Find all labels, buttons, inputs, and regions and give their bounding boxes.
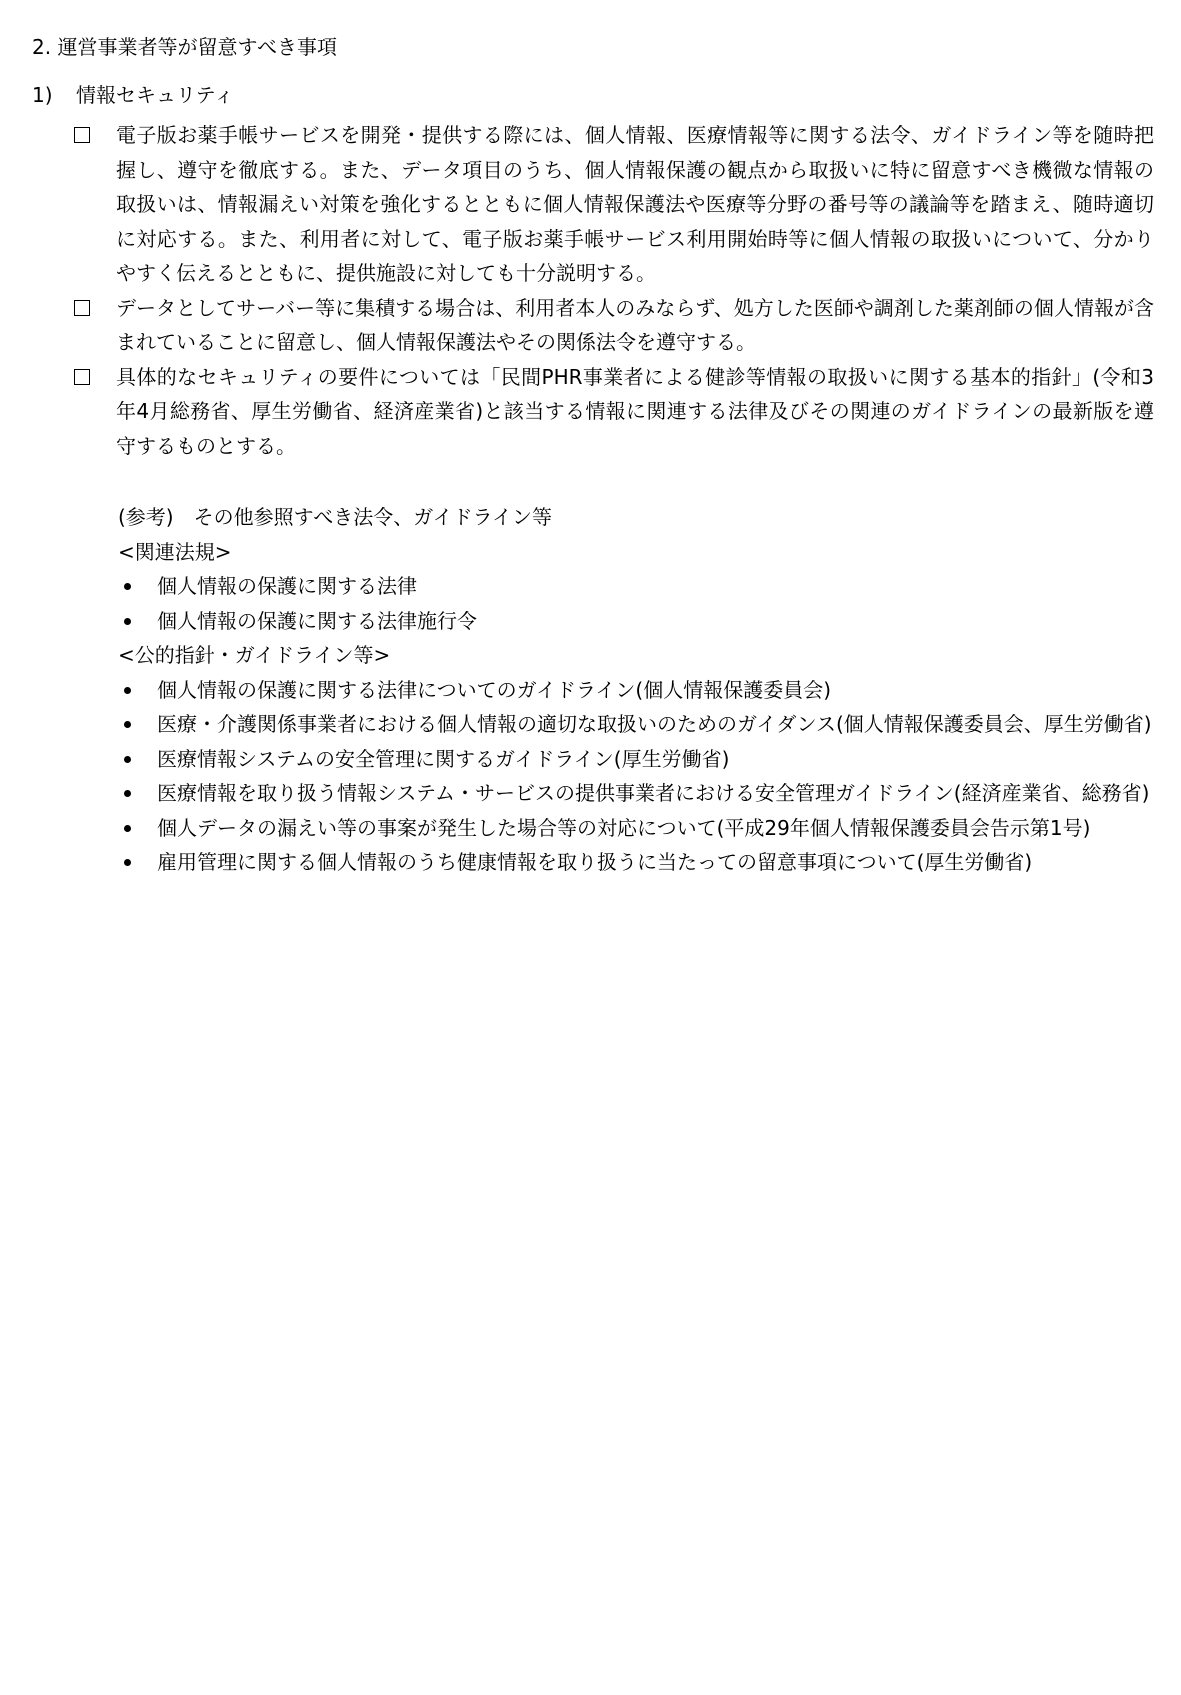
bullet-icon [124, 618, 131, 625]
guidelines-list [118, 673, 1158, 880]
bullet-icon [124, 825, 131, 832]
list-item [118, 569, 1158, 604]
subsection-label: 情報セキュリティ [76, 83, 234, 107]
checklist-item [74, 118, 1154, 291]
subsection-number: 1) [32, 83, 53, 107]
list-item-text: 個人情報の保護に関する法律 [157, 574, 417, 598]
reference-block [118, 500, 1158, 880]
laws-heading: <関連法規> [118, 539, 232, 564]
checkbox-icon [74, 127, 90, 143]
list-item-text: 雇用管理に関する個人情報のうち健康情報を取り扱うに当たっての留意事項について(厚生労働省) [157, 850, 1033, 874]
list-item-text: 医療・介護関係事業者における個人情報の適切な取扱いのためのガイダンス(個人情報保護委員会、厚生労働省) [157, 712, 1152, 736]
checklist [74, 118, 1154, 463]
checkbox-icon [74, 369, 90, 385]
list-item [118, 845, 1158, 880]
bullet-icon [124, 721, 131, 728]
bullet-icon [124, 583, 131, 590]
checklist-item-text: 具体的なセキュリティの要件については「民間PHR事業者による健診等情報の取扱いに関する基本的指針」(令和3年4月総務省、厚生労働省、経済産業省)と該当する情報に関連する法律及びその関連のガイドラインの最新版を遵守するものとする。 [116, 364, 1154, 458]
guidelines-heading: <公的指針・ガイドライン等> [118, 643, 391, 667]
list-item-text: 個人情報の保護に関する法律についてのガイドライン(個人情報保護委員会) [157, 677, 832, 702]
checklist-item [74, 291, 1154, 360]
checklist-item-text: データとしてサーバー等に集積する場合は、利用者本人のみならず、処方した医師や調剤した薬剤師の個人情報が含まれていることに留意し、個人情報保護法やその関係法令を遵守する。 [116, 295, 1154, 354]
list-item-text: 医療情報を取り扱う情報システム・サービスの提供事業者における安全管理ガイドライン(経済産業省、総務省) [157, 781, 1150, 805]
subsection-title [32, 78, 234, 113]
list-item [118, 707, 1158, 742]
bullet-icon [124, 790, 131, 797]
list-item [118, 673, 1158, 708]
bullet-icon [124, 756, 131, 763]
section-title: 2. 運営事業者等が留意すべき事項 [32, 35, 338, 59]
list-item [118, 604, 1158, 639]
checkbox-icon [74, 300, 90, 316]
list-item-text: 個人データの漏えい等の事案が発生した場合等の対応について(平成29年個人情報保護委員会告示第1号) [157, 815, 1091, 840]
laws-list [118, 569, 1158, 638]
bullet-icon [124, 687, 131, 694]
bullet-icon [124, 859, 131, 866]
list-item [118, 742, 1158, 777]
reference-heading: (参考) その他参照すべき法令、ガイドライン等 [118, 505, 553, 529]
list-item [118, 811, 1158, 846]
checklist-item-text: 電子版お薬手帳サービスを開発・提供する際には、個人情報、医療情報等に関する法令、ガイドライン等を随時把握し、遵守を徹底する。また、データ項目のうち、個人情報保護の観点から取扱いに特に留意すべき機微な情報の取扱いは、情報漏えい対策を強化するとともに個人情報保護法や医療等分野の番号等の議論等を踏まえ、随時適切に対応する。また、利用者に対して、電子版お薬手帳サービス利用開始時等に個人情報の取扱いについて、分かりやすく伝えるとともに、提供施設に対しても十分説明する。 [116, 123, 1154, 285]
list-item [118, 776, 1158, 811]
checklist-item [74, 360, 1154, 464]
list-item-text: 医療情報システムの安全管理に関するガイドライン(厚生労働省) [157, 746, 730, 771]
list-item-text: 個人情報の保護に関する法律施行令 [157, 608, 477, 633]
